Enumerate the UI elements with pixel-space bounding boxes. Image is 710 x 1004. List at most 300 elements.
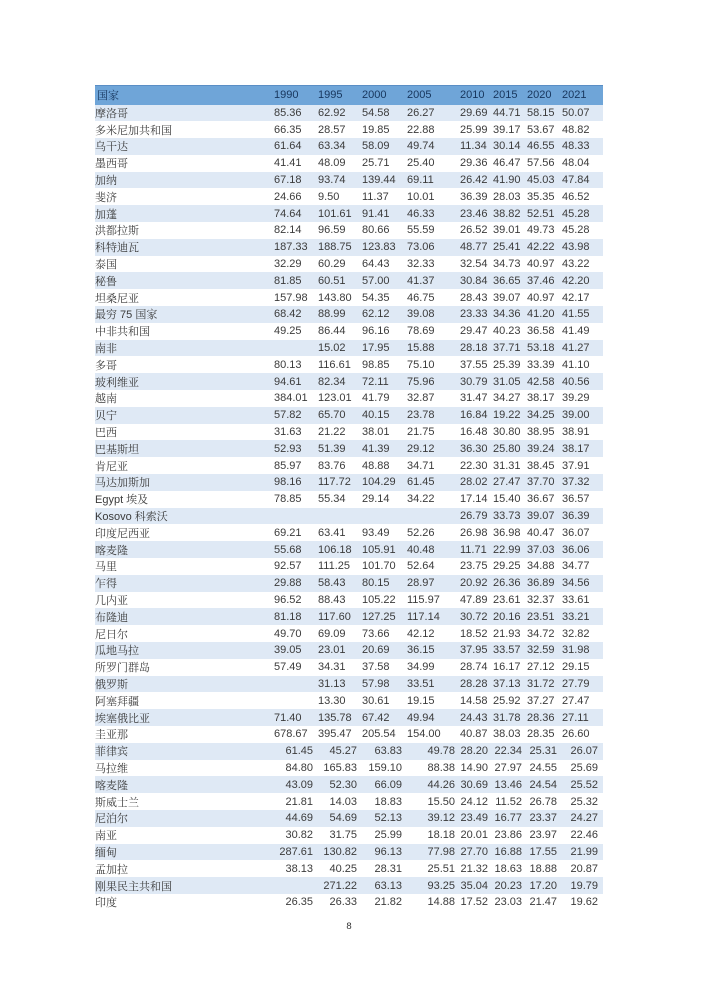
value-cell: 57.98	[362, 676, 407, 693]
value-cell: 55.68	[274, 541, 318, 558]
value-cell: 38.01	[362, 426, 390, 439]
country-cell: 加纳	[95, 172, 274, 189]
value-cell: 33.51	[407, 676, 460, 693]
value-cell: 77.98	[407, 844, 460, 861]
table-row	[95, 356, 603, 373]
year-header-cell: 2021	[562, 86, 603, 105]
value-cell: 34.27	[493, 392, 521, 405]
value-cell: 23.78	[407, 407, 460, 424]
value-cell: 157.98	[274, 291, 308, 304]
value-cell: 52.64	[407, 560, 435, 573]
country-cell: 乌干达	[95, 138, 274, 155]
year-header-cell: 1995	[318, 86, 362, 105]
country-cell: 泰国	[95, 259, 117, 272]
value-cell: 30.72	[460, 608, 493, 625]
value-cell: 85.97	[274, 459, 302, 472]
value-cell: 61.45	[274, 743, 318, 760]
value-cell: 42.12	[407, 627, 435, 640]
country-cell: 瓜地马拉	[95, 642, 274, 659]
value-cell: 26.98	[460, 526, 488, 539]
country-cell: 洪都拉斯	[95, 225, 139, 238]
country-cell: 圭亚那	[95, 729, 128, 742]
table-row	[95, 256, 603, 273]
value-cell: 49.25	[274, 325, 302, 338]
value-cell: 53.67	[527, 123, 555, 136]
value-cell: 61.45	[407, 474, 460, 491]
country-cell: 多米尼加共和国	[95, 124, 172, 137]
table-row	[95, 306, 603, 323]
country-cell: 墨西哥	[95, 158, 128, 171]
value-cell: 52.93	[274, 440, 318, 457]
country-cell: 埃塞俄比亚	[95, 709, 274, 726]
value-cell: 678.67	[274, 728, 308, 741]
value-cell: 18.88	[529, 862, 557, 875]
value-cell: 54.58	[362, 105, 407, 122]
table-row	[95, 793, 603, 810]
value-cell: 37.03	[527, 541, 562, 558]
value-cell: 154.00	[407, 728, 441, 741]
country-cell: 喀麦隆	[95, 776, 274, 793]
country-cell: 印度	[95, 897, 117, 910]
value-cell: 37.46	[527, 272, 562, 289]
value-cell: 24.54	[527, 776, 562, 793]
value-cell: 21.47	[529, 896, 557, 909]
value-cell: 34.71	[407, 459, 435, 472]
value-cell: 36.57	[562, 493, 590, 506]
year-header-cell: 1990	[274, 86, 318, 105]
value-cell: 40.25	[329, 862, 357, 875]
table-row	[95, 877, 603, 894]
value-cell: 29.12	[407, 440, 460, 457]
value-cell: 62.92	[318, 105, 362, 122]
table-row	[95, 860, 603, 877]
value-cell: 11.52	[495, 795, 522, 808]
value-cell: 29.15	[562, 661, 590, 674]
value-cell: 33.21	[562, 608, 603, 625]
value-cell: 96.16	[362, 325, 390, 338]
value-cell: 30.69	[460, 776, 493, 793]
value-cell: 57.82	[274, 407, 318, 424]
value-cell: 123.83	[362, 239, 407, 256]
value-cell: 72.11	[362, 373, 407, 390]
country-cell: 马里	[95, 561, 117, 574]
value-cell: 32.59	[527, 642, 562, 659]
value-cell: 36.15	[407, 642, 460, 659]
value-cell: 15.50	[427, 795, 455, 808]
value-cell: 33.39	[527, 358, 555, 371]
value-cell: 46.55	[527, 138, 562, 155]
value-cell: 69.09	[318, 627, 346, 640]
table-row	[95, 524, 603, 541]
country-cell: 菲律宾	[95, 743, 274, 760]
value-cell: 17.95	[362, 340, 407, 357]
value-cell: 127.25	[362, 608, 407, 625]
year-header-cell: 2005	[407, 86, 460, 105]
value-cell: 58.15	[527, 105, 562, 122]
table-row	[95, 659, 603, 676]
value-cell: 21.82	[374, 896, 402, 909]
value-cell: 28.74	[460, 661, 488, 674]
value-cell: 25.69	[570, 761, 598, 774]
value-cell: 88.43	[318, 594, 346, 606]
value-cell: 37.27	[527, 694, 555, 707]
value-cell: 17.55	[527, 844, 562, 861]
value-cell: 395.47	[318, 728, 352, 741]
value-cell: 24.12	[460, 795, 488, 808]
value-cell: 98.85	[362, 358, 390, 371]
country-cell: 刚果民主共和国	[95, 877, 274, 894]
value-cell: 37.70	[527, 474, 562, 491]
value-cell: 38.91	[562, 426, 590, 439]
value-cell: 29.88	[274, 575, 318, 592]
value-cell: 21.99	[562, 844, 603, 861]
value-cell: 35.04	[460, 877, 493, 894]
country-cell: 南亚	[95, 830, 117, 843]
value-cell: 36.89	[527, 575, 562, 592]
value-cell	[274, 692, 318, 709]
value-cell: 58.43	[318, 575, 362, 592]
value-cell: 41.90	[493, 172, 527, 189]
value-cell: 36.58	[527, 325, 555, 338]
country-cell: 加蓬	[95, 205, 274, 222]
value-cell: 40.48	[407, 541, 460, 558]
value-cell: 63.83	[362, 743, 407, 760]
value-cell: 48.04	[562, 157, 590, 170]
value-cell: 48.77	[460, 239, 493, 256]
value-cell: 30.80	[493, 426, 521, 439]
value-cell: 20.69	[362, 642, 407, 659]
value-cell: 42.17	[562, 291, 590, 304]
value-cell: 23.86	[494, 829, 522, 842]
value-cell: 28.57	[318, 123, 346, 136]
country-cell: 科特迪瓦	[95, 239, 274, 256]
country-cell: 布隆迪	[95, 608, 274, 625]
value-cell: 29.69	[460, 105, 493, 122]
country-cell: 最穷 75 国家	[95, 306, 274, 323]
value-cell: 22.30	[460, 459, 488, 472]
table-row	[95, 625, 603, 642]
value-cell: 30.79	[460, 373, 493, 390]
value-cell: 30.61	[362, 694, 390, 707]
value-cell: 93.74	[318, 172, 362, 189]
value-cell: 14.90	[460, 761, 488, 774]
value-cell: 82.14	[274, 224, 302, 237]
value-cell: 15.40	[493, 493, 521, 506]
value-cell: 143.80	[318, 291, 352, 304]
value-cell: 39.12	[407, 810, 460, 827]
value-cell: 26.42	[460, 172, 493, 189]
table-row	[95, 760, 603, 777]
table-row	[95, 407, 603, 424]
value-cell: 69.11	[407, 172, 460, 189]
table-row	[95, 726, 603, 743]
value-cell: 48.82	[562, 123, 590, 136]
country-cell: 缅甸	[95, 844, 274, 861]
value-cell: 31.72	[527, 676, 562, 693]
value-cell: 20.23	[493, 877, 527, 894]
value-cell: 39.17	[493, 123, 521, 136]
value-cell: 31.98	[562, 642, 603, 659]
value-cell: 38.95	[527, 426, 555, 439]
value-cell: 34.99	[407, 661, 435, 674]
country-cell: 马达加斯加	[95, 474, 274, 491]
value-cell: 98.16	[274, 474, 318, 491]
value-cell: 26.35	[285, 896, 313, 909]
value-cell: 38.03	[493, 728, 521, 741]
value-cell: 111.25	[318, 560, 351, 573]
value-cell: 40.47	[527, 526, 555, 539]
value-cell: 14.03	[329, 795, 357, 808]
value-cell: 20.16	[493, 608, 527, 625]
page-number: 8	[346, 921, 352, 932]
table-row	[95, 323, 603, 340]
country-cell: Egypt 埃及	[95, 494, 149, 507]
value-cell	[274, 340, 318, 357]
value-cell: 26.07	[562, 743, 603, 760]
value-cell: 61.64	[274, 138, 318, 155]
value-cell: 104.29	[362, 474, 407, 491]
value-cell: 52.26	[407, 526, 435, 539]
value-cell: 41.27	[562, 340, 603, 357]
value-cell: 63.41	[318, 526, 346, 539]
value-cell: 41.10	[562, 358, 590, 371]
value-cell: 40.97	[527, 258, 555, 271]
value-cell: 46.47	[493, 157, 521, 170]
value-cell: 80.66	[362, 224, 390, 237]
value-cell: 85.36	[274, 105, 318, 122]
value-cell: 23.75	[460, 560, 488, 573]
country-cell: 马拉维	[95, 762, 128, 775]
value-cell: 28.35	[527, 728, 555, 741]
value-cell: 28.02	[460, 474, 493, 491]
value-cell: 58.09	[362, 138, 407, 155]
value-cell: 10.01	[407, 190, 435, 203]
value-cell: 14.88	[427, 896, 455, 909]
value-cell: 23.33	[460, 306, 493, 323]
countries-table	[95, 85, 603, 911]
value-cell: 30.82	[285, 829, 313, 842]
country-cell: 坦桑尼亚	[95, 292, 139, 305]
value-cell: 42.22	[527, 239, 562, 256]
value-cell: 21.32	[460, 862, 488, 875]
value-cell: 71.40	[274, 709, 318, 726]
value-cell: 32.37	[527, 594, 555, 606]
value-cell: 13.30	[318, 694, 346, 707]
value-cell: 106.18	[318, 541, 362, 558]
country-cell: 斐济	[95, 191, 117, 204]
value-cell: 64.43	[362, 258, 390, 271]
value-cell: 39.24	[527, 440, 562, 457]
table-row	[95, 827, 603, 844]
value-cell: 39.08	[407, 306, 460, 323]
value-cell: 60.51	[318, 272, 362, 289]
value-cell: 40.97	[527, 291, 555, 304]
value-cell: 43.22	[562, 258, 590, 271]
value-cell: 67.18	[274, 172, 318, 189]
value-cell: 17.14	[460, 493, 488, 506]
value-cell: 39.01	[493, 224, 521, 237]
value-cell: 23.97	[529, 829, 557, 842]
value-cell: 44.69	[274, 810, 318, 827]
value-cell: 92.57	[274, 560, 302, 573]
table-row	[95, 424, 603, 441]
table-row	[95, 457, 603, 474]
value-cell: 41.41	[274, 157, 302, 170]
value-cell: 23.03	[494, 896, 522, 909]
value-cell: 25.92	[493, 694, 521, 707]
value-cell: 52.30	[318, 776, 362, 793]
value-cell: 11.71	[460, 541, 493, 558]
value-cell: 37.58	[362, 661, 390, 674]
value-cell	[274, 877, 318, 894]
value-cell: 48.33	[562, 138, 603, 155]
value-cell: 130.82	[318, 844, 362, 861]
value-cell: 33.57	[493, 642, 527, 659]
value-cell: 34.31	[318, 661, 346, 674]
value-cell: 32.54	[460, 258, 488, 271]
value-cell: 36.67	[527, 493, 555, 506]
value-cell: 26.79	[460, 508, 493, 525]
value-cell: 28.20	[460, 743, 493, 760]
value-cell	[274, 508, 318, 525]
value-cell: 44.71	[493, 105, 527, 122]
value-cell: 30.84	[460, 272, 493, 289]
value-cell: 31.78	[493, 709, 527, 726]
value-cell: 25.31	[527, 743, 562, 760]
value-cell: 187.33	[274, 239, 318, 256]
value-cell: 101.70	[362, 560, 396, 573]
value-cell: 26.78	[529, 795, 557, 808]
value-cell: 25.99	[374, 829, 402, 842]
value-cell: 36.30	[460, 440, 493, 457]
table-row	[95, 272, 603, 289]
value-cell: 19.62	[570, 896, 598, 909]
table-row	[95, 373, 603, 390]
value-cell: 35.35	[527, 190, 555, 203]
value-cell: 31.63	[274, 426, 302, 439]
country-cell: 喀麦隆	[95, 541, 274, 558]
value-cell: 23.46	[460, 205, 493, 222]
country-cell: 贝宁	[95, 407, 274, 424]
value-cell: 52.13	[362, 810, 407, 827]
value-cell: 33.73	[493, 508, 527, 525]
value-cell: 94.61	[274, 373, 318, 390]
value-cell: 60.29	[318, 258, 346, 271]
value-cell: 24.66	[274, 190, 302, 203]
value-cell: 40.15	[362, 407, 407, 424]
value-cell: 24.55	[529, 761, 557, 774]
value-cell: 135.78	[318, 709, 362, 726]
value-cell: 96.59	[318, 224, 346, 237]
country-cell: 摩洛哥	[95, 105, 274, 122]
value-cell: 57.00	[362, 272, 407, 289]
country-cell: 几内亚	[95, 595, 128, 607]
value-cell: 46.33	[407, 205, 460, 222]
value-cell: 23.51	[527, 608, 562, 625]
value-cell: 384.01	[274, 392, 308, 405]
table-row	[95, 188, 603, 205]
country-cell: 秘鲁	[95, 272, 274, 289]
year-header-cell: 2020	[527, 86, 562, 105]
value-cell: 9.50	[318, 190, 340, 203]
value-cell: 159.10	[368, 761, 402, 774]
value-cell: 41.20	[527, 306, 562, 323]
value-cell: 45.27	[318, 743, 362, 760]
value-cell: 23.01	[318, 642, 362, 659]
value-cell: 62.12	[362, 306, 407, 323]
table-row	[95, 340, 603, 357]
value-cell: 27.12	[527, 661, 555, 674]
table-row	[95, 474, 603, 491]
value-cell: 23.61	[493, 594, 521, 606]
value-cell: 37.13	[493, 676, 527, 693]
value-cell: 25.80	[493, 440, 527, 457]
value-cell: 36.07	[562, 526, 590, 539]
value-cell: 17.52	[460, 896, 488, 909]
value-cell: 40.23	[493, 325, 521, 338]
country-cell: 巴基斯坦	[95, 440, 274, 457]
value-cell: 47.89	[460, 594, 488, 606]
value-cell: 18.63	[494, 862, 522, 875]
value-cell: 31.75	[329, 829, 357, 842]
value-cell: 28.31	[374, 862, 402, 875]
value-cell: 39.07	[527, 508, 562, 525]
value-cell: 22.34	[493, 743, 527, 760]
value-cell: 139.44	[362, 172, 407, 189]
value-cell: 25.41	[493, 239, 527, 256]
value-cell: 26.52	[460, 224, 488, 237]
value-cell: 36.65	[493, 272, 527, 289]
value-cell: 34.56	[562, 575, 603, 592]
country-cell: Kosovo 科索沃	[95, 508, 274, 525]
value-cell: 33.61	[562, 594, 590, 606]
value-cell: 117.60	[318, 608, 362, 625]
value-cell: 75.10	[407, 358, 435, 371]
value-cell: 47.84	[562, 172, 603, 189]
value-cell: 16.88	[493, 844, 527, 861]
value-cell	[407, 508, 460, 525]
country-cell: 南非	[95, 340, 274, 357]
value-cell: 32.82	[562, 627, 590, 640]
table-row	[95, 541, 603, 558]
table-row	[95, 105, 603, 122]
value-cell: 27.70	[460, 844, 493, 861]
value-cell: 27.97	[494, 761, 522, 774]
country-cell: 尼日尔	[95, 628, 128, 641]
value-cell: 19.15	[407, 694, 435, 707]
value-cell: 36.39	[562, 508, 603, 525]
table-row	[95, 138, 603, 155]
value-cell: 17.20	[527, 877, 562, 894]
value-cell: 45.28	[562, 205, 603, 222]
value-cell: 54.69	[318, 810, 362, 827]
value-cell: 63.13	[362, 877, 407, 894]
year-header-cell: 2010	[460, 86, 493, 105]
value-cell: 23.37	[527, 810, 562, 827]
value-cell: 32.87	[407, 392, 435, 405]
value-cell: 83.76	[318, 459, 346, 472]
value-cell: 165.83	[323, 761, 357, 774]
value-cell: 73.66	[362, 627, 390, 640]
value-cell: 36.39	[460, 190, 488, 203]
value-cell: 15.02	[318, 340, 362, 357]
country-cell: 巴西	[95, 427, 117, 440]
table-row	[95, 155, 603, 172]
value-cell: 34.73	[493, 258, 521, 271]
value-cell: 78.69	[407, 325, 435, 338]
value-cell: 16.48	[460, 426, 488, 439]
value-cell: 25.51	[427, 862, 455, 875]
